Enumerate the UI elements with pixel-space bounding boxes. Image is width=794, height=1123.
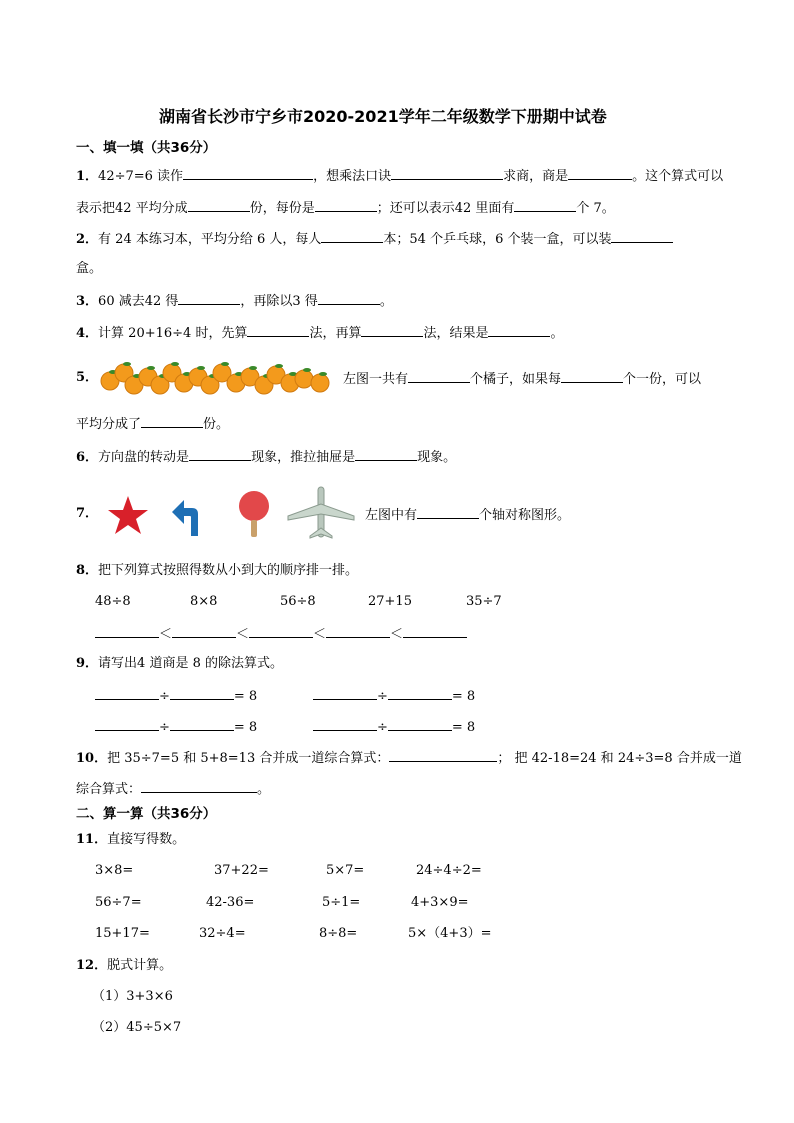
answer-blank[interactable] [561, 369, 623, 383]
orange-fruit [295, 370, 313, 388]
section-1-heading: 一、填一填（共36分） [76, 140, 217, 156]
calc-step-item: （2）45÷5×7 [92, 1020, 182, 1035]
question-7-number: 7． [76, 506, 99, 521]
page-title: 湖南省长沙市宁乡市2020-2021学年二年级数学下册期中试卷 [159, 107, 607, 126]
calc-item: 8÷8= [319, 926, 358, 941]
answer-blank[interactable] [188, 198, 250, 212]
answer-blank[interactable] [172, 624, 236, 638]
answer-blank[interactable] [183, 166, 313, 180]
airplane-icon [286, 484, 356, 540]
answer-blank[interactable] [388, 717, 452, 731]
calc-item: 5×7= [326, 863, 365, 878]
orange-leaf [249, 366, 257, 370]
answer-blank[interactable] [388, 686, 452, 700]
answer-blank[interactable] [315, 198, 377, 212]
calc-item: 5×（4+3）= [408, 926, 492, 941]
orange-fruit [311, 374, 329, 392]
question-11: 11．直接写得数。 [76, 832, 186, 847]
question-5-line-2: 平均分成了 份。 [76, 414, 229, 434]
question-8: 8．把下列算式按照得数从小到大的顺序排一排。 [76, 563, 359, 578]
answer-blank[interactable] [361, 323, 423, 337]
expression-2: 8×8 [190, 594, 218, 609]
question-10-line-2: 综合算式： 。 [76, 779, 270, 799]
expression-5: 35÷7 [466, 594, 502, 609]
answer-blank[interactable] [170, 717, 234, 731]
ping-pong-paddle-icon [236, 490, 272, 540]
answer-blank[interactable] [247, 323, 309, 337]
answer-blank[interactable] [313, 686, 377, 700]
calc-item: 24÷4÷2= [416, 863, 482, 878]
answer-blank[interactable] [313, 717, 377, 731]
question-number: 8． [76, 563, 99, 578]
division-row: ÷ = 8 [95, 717, 257, 737]
question-1-line-2: 表示把42 平均分成 份，每份是 ；还可以表示42 里面有 个 7。 [76, 198, 615, 218]
answer-blank[interactable] [170, 686, 234, 700]
question-number: 4． [76, 326, 99, 341]
question-10-line-1: 10．把 35÷7=5 和 5+8=13 合并成一道综合算式： ； 把 42-18=24 和 24÷3=8 合并成一道 [76, 748, 742, 768]
orange-leaf [275, 364, 283, 368]
orange-leaf [221, 362, 229, 366]
orange-leaf [147, 366, 155, 370]
question-number: 2． [76, 232, 99, 247]
ordering-row: ＜ ＜ ＜ ＜ [95, 624, 467, 644]
question-2-line-1: 2．有 24 本练习本，平均分给 6 人，每人 本；54 个乒乓球，6 个装一盒，可以装 [76, 229, 673, 249]
answer-blank[interactable] [403, 624, 467, 638]
question-number: 10． [76, 751, 108, 766]
question-2-line-2: 盒。 [76, 261, 103, 276]
answer-blank[interactable] [417, 505, 479, 519]
answer-blank[interactable] [95, 686, 159, 700]
answer-blank[interactable] [318, 291, 380, 305]
oranges-image [100, 355, 332, 397]
calc-item: 32÷4= [199, 926, 246, 941]
question-number: 12． [76, 958, 108, 973]
answer-blank[interactable] [326, 624, 390, 638]
division-row: ÷ = 8 [95, 686, 257, 706]
question-6: 6．方向盘的转动是 现象，推拉抽屉是 现象。 [76, 447, 456, 467]
calc-step-item: （1）3+3×6 [92, 989, 173, 1004]
calc-item: 4+3×9= [411, 895, 469, 910]
orange-leaf [319, 372, 327, 376]
division-row: ÷ = 8 [313, 717, 475, 737]
calc-item: 42-36= [206, 895, 255, 910]
question-5-number: 5． [76, 370, 99, 385]
calc-item: 37+22= [214, 863, 269, 878]
answer-blank[interactable] [391, 166, 503, 180]
answer-blank[interactable] [249, 624, 313, 638]
question-7-text: 左图中有 个轴对称图形。 [365, 505, 570, 525]
question-5-line-1: 左图一共有 个橘子，如果每 个一份，可以 [343, 369, 701, 389]
answer-blank[interactable] [95, 717, 159, 731]
orange-leaf [303, 368, 311, 372]
expression-4: 27+15 [368, 594, 412, 609]
question-number: 6． [76, 450, 99, 465]
answer-blank[interactable] [141, 779, 257, 793]
answer-blank[interactable] [189, 447, 251, 461]
section-2-heading: 二、算一算（共36分） [76, 806, 217, 822]
question-1-line-1: 1．42÷7=6 读作 ，想乘法口诀 求商，商是 。这个算式可以 [76, 166, 723, 186]
answer-blank[interactable] [321, 229, 383, 243]
calc-item: 3×8= [95, 863, 134, 878]
expression-1: 48÷8 [95, 594, 131, 609]
turn-left-arrow-icon [170, 494, 210, 538]
answer-blank[interactable] [95, 624, 159, 638]
answer-blank[interactable] [488, 323, 550, 337]
question-9: 9．请写出4 道商是 8 的除法算式。 [76, 656, 283, 671]
answer-blank[interactable] [389, 748, 497, 762]
question-number: 1． [76, 169, 99, 184]
expression-3: 56÷8 [280, 594, 316, 609]
calc-item: 15+17= [95, 926, 150, 941]
answer-blank[interactable] [408, 369, 470, 383]
question-12: 12．脱式计算。 [76, 958, 173, 973]
answer-blank[interactable] [611, 229, 673, 243]
calc-item: 5÷1= [322, 895, 361, 910]
answer-blank[interactable] [178, 291, 240, 305]
star-icon [106, 494, 150, 536]
question-number: 9． [76, 656, 99, 671]
answer-blank[interactable] [568, 166, 632, 180]
question-4: 4．计算 20+16÷4 时，先算 法，再算 法，结果是 。 [76, 323, 564, 343]
orange-leaf [123, 362, 131, 366]
orange-leaf [197, 366, 205, 370]
answer-blank[interactable] [514, 198, 576, 212]
orange-leaf [171, 362, 179, 366]
calc-item: 56÷7= [95, 895, 142, 910]
answer-blank[interactable] [355, 447, 417, 461]
question-number: 11． [76, 832, 108, 847]
question-3: 3．60 减去42 得 ，再除以3 得 。 [76, 291, 393, 311]
division-row: ÷ = 8 [313, 686, 475, 706]
answer-blank[interactable] [141, 414, 203, 428]
question-number: 3． [76, 294, 99, 309]
